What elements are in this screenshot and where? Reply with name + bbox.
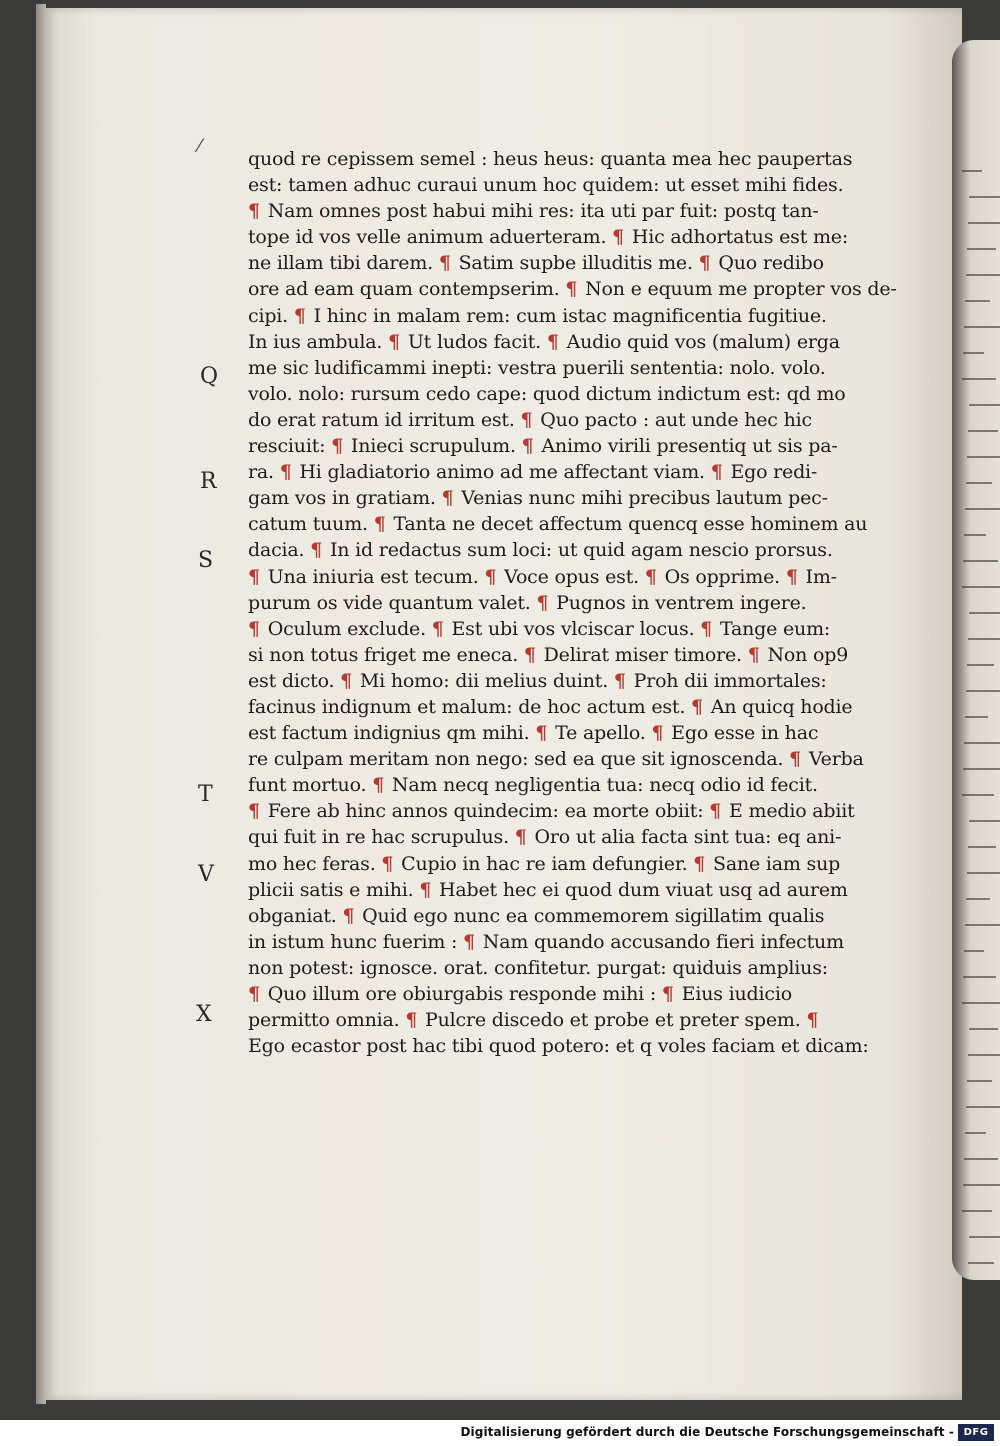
text-line: si non totus friget me eneca. ¶ Delirat miser timore. ¶ Non op9	[248, 643, 849, 666]
rubric-mark: ¶	[698, 252, 711, 275]
rubric-mark: ¶	[340, 669, 353, 692]
facing-text-stroke	[965, 300, 990, 302]
text-line: purum os vide quantum valet. ¶ Pugnos in ventrem ingere.	[248, 591, 807, 614]
facing-text-stroke	[965, 1132, 986, 1134]
rubric-mark: ¶	[520, 408, 533, 431]
rubric-mark: ¶	[248, 983, 260, 1005]
rubric-mark: ¶	[710, 461, 723, 484]
facing-text-stroke	[963, 768, 1000, 770]
text-line: cipi. ¶ I hinc in malam rem: cum istac magnificentia fugitiue.	[248, 304, 827, 327]
text-block	[248, 146, 920, 1059]
text-line: do erat ratum id irritum est. ¶ Quo pacto : aut unde hec hic	[248, 408, 812, 431]
rubric-mark: ¶	[372, 774, 385, 797]
facing-text-stroke	[964, 1158, 998, 1160]
text-line: dacia. ¶ In id redactus sum loci: ut quid agam nescio prorsus.	[248, 539, 833, 562]
facing-text-stroke	[967, 664, 994, 666]
margin-letter-x: X	[196, 1002, 212, 1027]
facing-text-stroke	[967, 1080, 992, 1082]
rubric-mark: ¶	[521, 435, 534, 458]
text-line: est factum indignius qm mihi. ¶ Te apello. ¶ Ego esse in hac	[248, 722, 819, 745]
text-line: qui fuit in re hac scrupulus. ¶ Oro ut alia facta sint tua: eq ani-	[248, 826, 842, 849]
facing-text-stroke	[968, 846, 996, 848]
rubric-mark: ¶	[613, 669, 626, 692]
facing-text-stroke	[966, 482, 992, 484]
rubric-mark: ¶	[785, 565, 798, 588]
facing-text-stroke	[968, 1262, 994, 1264]
margin-letter-t: T	[198, 782, 213, 807]
rubric-mark: ¶	[248, 617, 260, 640]
facing-text-stroke	[964, 326, 1000, 328]
rubric-mark: ¶	[536, 591, 549, 614]
text-line: volo. nolo: rursum cedo cape: quod dictum indictum est: qd mo	[248, 382, 846, 405]
text-line: tope id vos velle animum aduerteram. ¶ Hic adhortatus est me:	[248, 226, 849, 249]
rubric-mark: ¶	[248, 565, 260, 588]
rubric-mark: ¶	[789, 748, 802, 771]
rubric-mark: ¶	[651, 722, 664, 745]
rubric-mark: ¶	[700, 617, 713, 640]
facing-text-stroke	[962, 1002, 1000, 1004]
facing-text-stroke	[968, 222, 1000, 224]
rubric-mark: ¶	[438, 252, 451, 275]
text-line: me sic ludificammi inepti: vestra puerili sententia: nolo. volo.	[248, 356, 826, 379]
facing-page-edge	[952, 40, 1000, 1280]
text-line: obganiat. ¶ Quid ego nunc ea commemorem sigillatim qualis	[248, 904, 825, 927]
facing-text-stroke	[962, 586, 1000, 588]
rubric-mark: ¶	[806, 1009, 819, 1032]
rubric-mark: ¶	[709, 800, 722, 823]
rubric-mark: ¶	[514, 826, 527, 849]
text-line: ¶ Una iniuria est tecum. ¶ Voce opus est. ¶ Os opprime. ¶ Im-	[248, 565, 837, 588]
rubric-mark: ¶	[535, 722, 548, 745]
text-line: ¶ Nam omnes post habui mihi res: ita uti par fuit: postq tan-	[248, 200, 819, 223]
rubric-mark: ¶	[293, 304, 306, 327]
rubric-mark: ¶	[248, 800, 260, 823]
rubric-mark: ¶	[431, 617, 444, 640]
rubric-mark: ¶	[546, 330, 559, 353]
text-line: ra. ¶ Hi gladiatorio animo ad me affectant viam. ¶ Ego redi-	[248, 461, 818, 484]
facing-text-stroke	[962, 378, 996, 380]
facing-text-stroke	[966, 898, 990, 900]
rubric-mark: ¶	[342, 904, 355, 927]
facing-text-stroke	[969, 196, 1000, 198]
text-line: mo hec feras. ¶ Cupio in hac re iam defungier. ¶ Sane iam sup	[248, 852, 841, 875]
text-line: in istum hunc fuerim : ¶ Nam quando accusando fieri infectum	[248, 930, 844, 953]
text-line: catum tuum. ¶ Tanta ne decet affectum quencq esse hominem au	[248, 513, 868, 536]
text-line: re culpam meritam non nego: sed ea que sit ignoscenda. ¶ Verba	[248, 748, 864, 771]
facing-text-stroke	[967, 248, 996, 250]
facing-text-stroke	[963, 1184, 1000, 1186]
text-line: est: tamen adhuc curaui unum hoc quidem: ut esset mihi fides.	[248, 174, 844, 197]
rubric-mark: ¶	[523, 643, 536, 666]
rubric-mark: ¶	[565, 278, 578, 301]
margin-letter-r: R	[200, 469, 217, 494]
facing-text-stroke	[969, 1236, 1000, 1238]
text-line: est dicto. ¶ Mi homo: dii melius duint. ¶ Proh dii immortales:	[248, 669, 827, 692]
facing-text-stroke	[969, 820, 1000, 822]
facing-text-stroke	[968, 1054, 1000, 1056]
text-line: facinus indignum et malum: de hoc actum est. ¶ An quicq hodie	[248, 695, 853, 718]
rubric-mark: ¶	[381, 852, 394, 875]
facing-text-stroke	[964, 950, 984, 952]
rubric-mark: ¶	[331, 435, 344, 458]
text-line: plicii satis e mihi. ¶ Habet hec ei quod dum viuat usq ad aurem	[248, 878, 848, 901]
rubric-mark: ¶	[248, 200, 260, 223]
rubric-mark: ¶	[612, 226, 625, 249]
facing-text-stroke	[967, 872, 1000, 874]
rubric-mark: ¶	[310, 539, 323, 562]
margin-letter-q: Q	[200, 364, 219, 389]
rubric-mark: ¶	[419, 878, 432, 901]
facing-text-stroke	[967, 456, 1000, 458]
rubric-mark: ¶	[691, 695, 703, 718]
rubric-mark: ¶	[747, 643, 760, 666]
rubric-mark: ¶	[373, 513, 386, 536]
text-line: quod re cepissem semel : heus heus: quanta mea hec paupertas	[248, 148, 853, 170]
rubric-mark: ¶	[463, 930, 475, 953]
facing-text-stroke	[963, 976, 996, 978]
facing-text-stroke	[965, 508, 1000, 510]
rubric-mark: ¶	[441, 487, 454, 510]
rubric-mark: ¶	[661, 983, 674, 1005]
facing-text-stroke	[963, 560, 998, 562]
rubric-mark: ¶	[644, 565, 657, 588]
facing-text-stroke	[968, 638, 1000, 640]
text-line: non potest: ignosce. orat. confitetur. purgat: quiduis amplius:	[248, 956, 828, 979]
facing-text-stroke	[964, 534, 986, 536]
facing-text-stroke	[969, 1028, 998, 1030]
text-line: ne illam tibi darem. ¶ Satim supbe illuditis me. ¶ Quo redibo	[248, 252, 824, 275]
facing-text-stroke	[969, 612, 1000, 614]
text-line: ¶ Quo illum ore obiurgabis responde mihi : ¶ Eius iudicio	[248, 983, 792, 1005]
margin-letter-v: V	[198, 862, 214, 887]
margin-tick: ⁄	[198, 136, 202, 157]
dfg-logo-icon: DFG	[958, 1424, 994, 1441]
facing-text-stroke	[965, 716, 988, 718]
text-line: ¶ Oculum exclude. ¶ Est ubi vos vlciscar locus. ¶ Tange eum:	[248, 617, 831, 640]
text-line: Ego ecastor post hac tibi quod potero: et q voles faciam et dicam:	[248, 1035, 869, 1058]
rubric-mark: ¶	[405, 1009, 418, 1032]
text-line: ¶ Fere ab hinc annos quindecim: ea morte obiit: ¶ E medio abiit	[248, 800, 855, 823]
facing-text-stroke	[962, 1210, 992, 1212]
footer-bar	[0, 1420, 1000, 1446]
text-line: gam vos in gratiam. ¶ Venias nunc mihi precibus lautum pec-	[248, 487, 828, 510]
text-line: permitto omnia. ¶ Pulcre discedo et probe et preter spem. ¶	[248, 1009, 819, 1032]
rubric-mark: ¶	[484, 565, 497, 588]
facing-text-stroke	[966, 274, 1000, 276]
facing-text-stroke	[962, 794, 994, 796]
facing-text-stroke	[966, 690, 1000, 692]
rubric-mark: ¶	[388, 330, 401, 353]
funding-credit: Digitalisierung gefördert durch die Deutsche Forschungsgemeinschaft -	[460, 1425, 954, 1439]
text-line: resciuit: ¶ Inieci scrupulum. ¶ Animo virili presentiq ut sis pa-	[248, 435, 838, 458]
rubric-mark: ¶	[279, 461, 292, 484]
rubric-mark: ¶	[693, 852, 706, 875]
facing-text-stroke	[968, 430, 998, 432]
margin-letter-s: S	[198, 548, 214, 573]
facing-text-stroke	[964, 742, 1000, 744]
facing-text-stroke	[965, 924, 1000, 926]
text-line: ore ad eam quam contempserim. ¶ Non e equum me propter vos de-	[248, 278, 897, 301]
facing-text-stroke	[962, 170, 982, 172]
facing-text-stroke	[966, 1106, 1000, 1108]
text-line: funt mortuo. ¶ Nam necq negligentia tua: necq odio id fecit.	[248, 774, 818, 797]
text-line: In ius ambula. ¶ Ut ludos facit. ¶ Audio quid vos (malum) erga	[248, 330, 840, 353]
facing-text-stroke	[963, 352, 984, 354]
facing-text-stroke	[969, 404, 1000, 406]
